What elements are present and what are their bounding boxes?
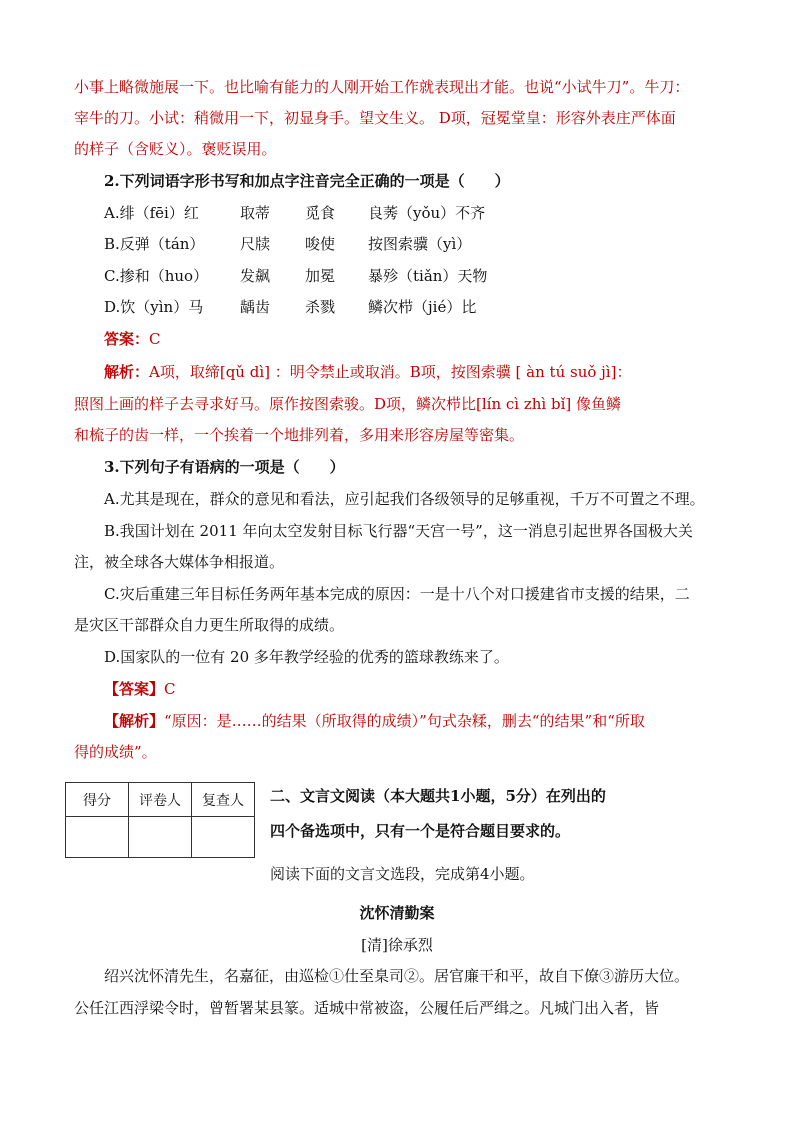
q3-analysis-line [104,711,645,731]
option-word: 鳞次栉（jié）比 [368,298,477,316]
reviewer-cell[interactable] [192,817,255,858]
passage-paragraph: 公任江西浮梁令时，曾暂署某县篆。适城中常被盗，公履任后严缉之。凡城门出入者，皆 [74,999,660,1017]
q3-stem: 3.下列句子有语病的一项是（ ） [104,458,345,476]
option-word: 取蒂 [240,204,271,222]
option-word: 唆使 [305,235,336,253]
reviewer-header: 复查人 [192,783,255,817]
q3-option-b: B.我国计划在 2011 年向太空发射目标飞行器“天宫一号”，这一消息引起世界各国极大关 [104,522,693,540]
option-word: 暴殄（tiǎn）天物 [368,267,488,285]
q3-option-b-cont: 注，被全球各大媒体争相报道。 [74,553,285,571]
q3-analysis-line: 得的成绩”。 [74,743,157,761]
q3-option-d: D.国家队的一位有 20 多年教学经验的优秀的篮球教练来了。 [104,648,509,666]
option-word: 加冕 [305,267,336,285]
q2-analysis-line: 照图上画的样子去寻求好马。原作按图索骏。D项，鳞次栉比[lín cì zhì bǐ] 像鱼鳞 [74,395,622,413]
prev-explanation-line: 的样子（含贬义）。褒贬误用。 [74,140,277,158]
answer-value: C [164,680,176,698]
section2-title: 二、文言文阅读（本大题共1小题，5分）在列出的 [270,787,606,805]
passage-paragraph: 绍兴沈怀清先生，名嘉征，由巡检①仕至臬司②。居官廉干和平，故自下僚③游历大位。 [104,967,690,985]
q2-analysis-line: 和梳子的齿一样，一个挨着一个地排列着，多用来形容房屋等密集。 [74,426,525,444]
option-key: A.绯（fēi）红 [104,204,199,222]
analysis-label: 解析： [104,363,150,381]
grader-header: 评卷人 [129,783,192,817]
passage-title: 沈怀清勤案 [359,904,435,922]
option-word: 尺牍 [240,235,271,253]
q3-option-c: C.灾后重建三年目标任务两年基本完成的原因：一是十八个对口援建省市支援的结果，二 [104,585,690,603]
q2-answer [104,329,161,349]
option-word: 按图索骥（yì） [368,235,472,253]
answer-label: 答案： [104,330,150,348]
prev-explanation-line: 小事上略微施展一下。也比喻有能力的人刚开始工作就表现出才能。也说“小试牛刀”。牛刀： [74,78,690,96]
score-cell[interactable] [66,817,129,858]
passage-author: [清]徐承烈 [361,936,433,954]
answer-value: C [149,330,161,348]
option-word: 良莠（yǒu）不齐 [368,204,486,222]
section2-title-cont: 四个备选项中，只有一个是符合题目要求的。 [270,822,571,840]
analysis-text: A项，取缔[qǔ dì] ：明令禁止或取消。B项，按图索骥 [ àn tú suǒ jì]： [149,363,632,381]
score-table [65,782,255,858]
section2-instruction: 阅读下面的文言文选段，完成第4小题。 [270,865,535,883]
q3-answer [104,679,176,699]
q2-analysis-line [104,362,631,382]
q3-option-c-cont: 是灾区干部群众自力更生所取得的成绩。 [74,616,345,634]
option-key: B.反弹（tán） [104,235,205,253]
q3-option-a: A.尤其是现在，群众的意见和看法，应引起我们各级领导的足够重视，千万不可置之不理。 [104,490,705,508]
analysis-label: 【解析】 [104,712,165,730]
option-word: 杀戮 [305,298,336,316]
option-key: D.饮（yìn）马 [104,298,204,316]
option-word: 发飙 [240,267,271,285]
option-word: 龋齿 [240,298,271,316]
prev-explanation-line: 宰牛的刀。小试：稍微用一下，初显身手。望文生义。 D项，冠冕堂皇：形容外表庄严体面 [74,109,676,127]
option-word: 觅食 [305,204,336,222]
q2-stem: 2.下列词语字形书写和加点字注音完全正确的一项是（ ） [104,172,510,190]
analysis-text: “原因：是……的结果（所取得的成绩）”句式杂糅，删去“的结果”和“所取 [164,712,645,730]
score-header: 得分 [66,783,129,817]
option-key: C.掺和（huo） [104,267,209,285]
grader-cell[interactable] [129,817,192,858]
answer-label: 【答案】 [104,680,165,698]
